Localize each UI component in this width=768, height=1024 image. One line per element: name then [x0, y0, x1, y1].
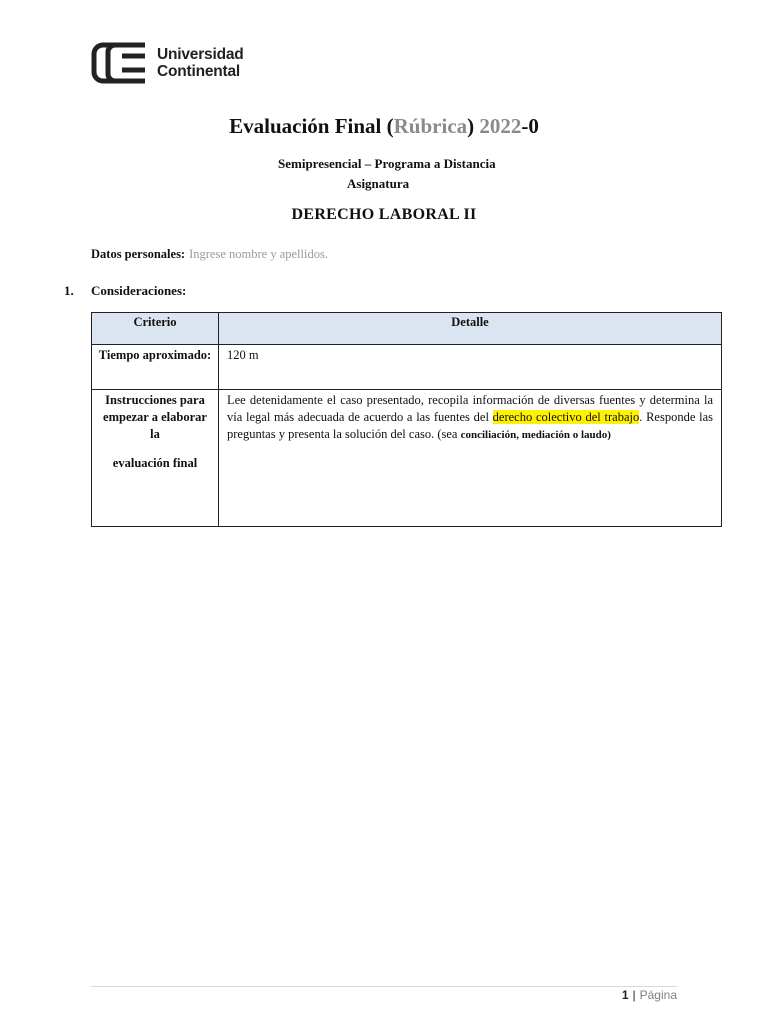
row-instructions-label-a: Instrucciones para empezar a elaborar la: [103, 393, 207, 441]
section-number: 1.: [64, 283, 74, 298]
row-time-criterio: [92, 345, 219, 390]
row-instructions-detalle: [219, 390, 722, 527]
instructions-highlight: derecho colectivo del trabajo: [492, 410, 640, 424]
page-number: 1: [621, 988, 629, 1002]
table-header-row: [92, 313, 722, 345]
section-title: Consideraciones:: [91, 283, 187, 298]
personal-data-line: [91, 247, 328, 262]
university-logo: [91, 42, 244, 84]
instructions-text-b: . Responde las preguntas y presenta la solución del caso. (sea: [227, 410, 713, 441]
row-time-detalle: [219, 345, 722, 390]
header-criterio: Criterio: [92, 313, 219, 345]
title-part-3: ): [467, 114, 480, 138]
table-row: [92, 345, 722, 390]
title-part-5: -0: [521, 114, 539, 138]
row-instructions-label-b: evaluación final: [112, 456, 198, 470]
row-time-label: Tiempo aproximado:: [98, 348, 212, 362]
row-instructions-criterio: [92, 390, 219, 527]
personal-data-label: Datos personales:: [91, 247, 186, 261]
section-heading: [64, 283, 186, 299]
row-instructions-label: [92, 390, 218, 472]
row-time-value: 120 m: [227, 348, 259, 362]
page-footer: [622, 988, 677, 1002]
title-rubrica: Rúbrica: [393, 114, 468, 138]
subtitle-modality: Semipresencial – Programa a Distancia: [278, 156, 496, 171]
instructions-text-a: Lee detenidamente el caso presentado, recopila información de diversas fuentes y determina la vía legal más adecuada de acuerdo a las fuentes del: [227, 393, 713, 424]
logo-line-1: Universidad: [157, 46, 244, 63]
subtitle-asignatura: Asignatura: [347, 176, 410, 191]
instructions-text-bold: conciliación, mediación o laudo): [460, 429, 611, 441]
page-label: Página: [639, 988, 677, 1002]
university-logo-icon: [91, 42, 149, 84]
title-year: 2022: [479, 114, 522, 138]
page-title: [0, 114, 768, 139]
title-part-1: Evaluación Final (: [229, 114, 394, 138]
course-name: DERECHO LABORAL II: [291, 206, 477, 223]
footer-divider: [91, 986, 677, 987]
footer-separator: |: [632, 988, 636, 1002]
logo-line-2: Continental: [157, 63, 241, 80]
name-input-placeholder[interactable]: Ingrese nombre y apellidos.: [189, 247, 328, 261]
university-name: [157, 46, 244, 80]
criteria-table: [91, 312, 722, 527]
header-detalle: Detalle: [219, 313, 722, 345]
table-row: [92, 390, 722, 527]
row-instructions-text: [219, 390, 721, 444]
